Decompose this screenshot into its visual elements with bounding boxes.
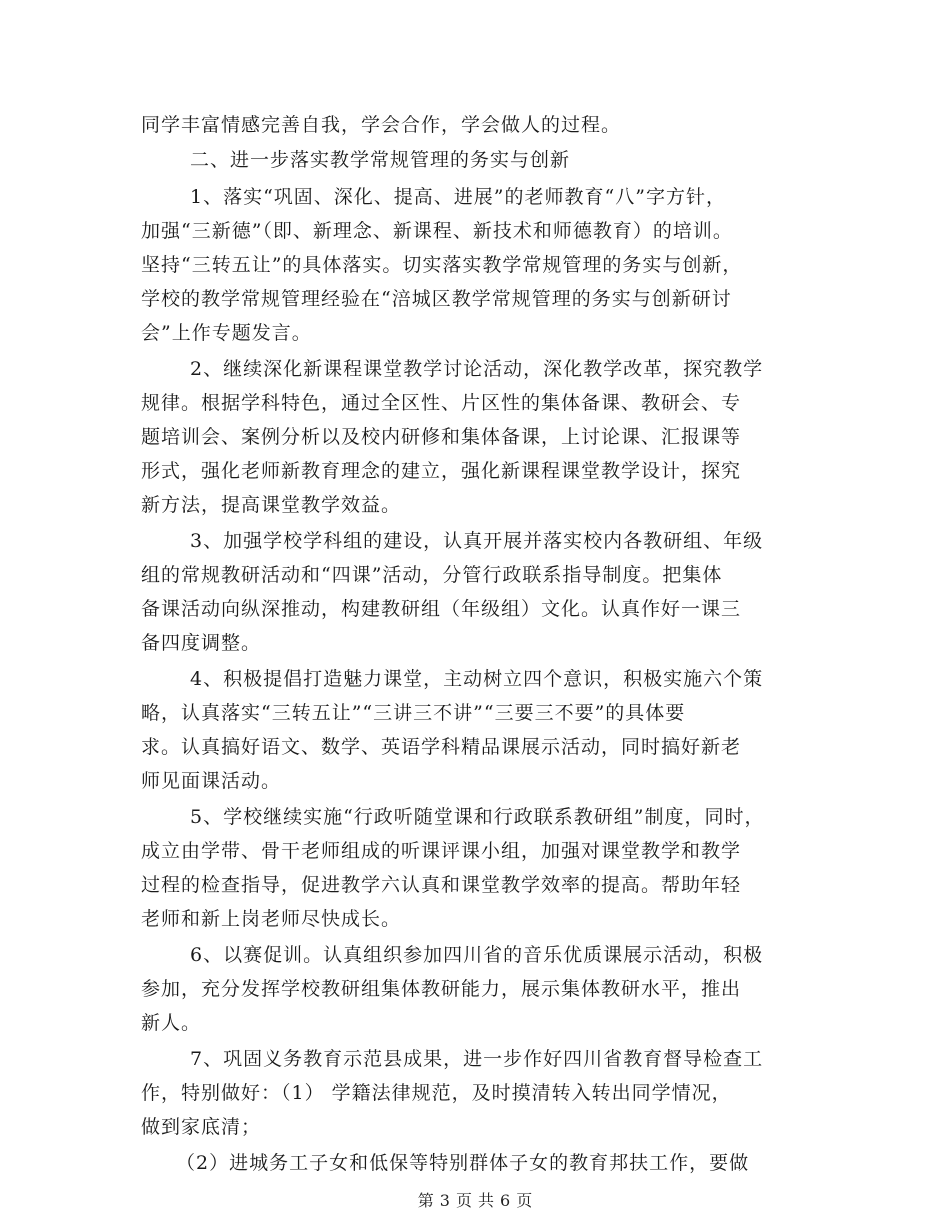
text-line: 组的常规教研活动和“四课”活动，分管行政联系指导制度。把集体	[141, 564, 723, 586]
text-line: 规律。根据学科特色，通过全区性、片区性的集体备课、教研会、专	[141, 392, 742, 414]
text-line: 新人。	[141, 1012, 202, 1034]
text-line: 备课活动向纵深推动，构建教研组（年级组）文化。认真作好一课三	[141, 598, 742, 620]
text-line: 备四度调整。	[141, 632, 262, 654]
text-line: 1、落实“巩固、深化、提高、进展”的老师教育“八”字方针，	[190, 186, 726, 208]
footer-page-number: 3	[439, 1191, 450, 1210]
text-line: 形式，强化老师新教育理念的建立，强化新课程课堂教学设计，探究	[141, 460, 742, 482]
text-line: 3、加强学校学科组的建设，认真开展并落实校内各教研组、年级	[190, 530, 764, 552]
text-line: 2、继续深化新课程课堂教学讨论活动，深化教学改革，探究教学	[190, 358, 764, 380]
text-line: 成立由学带、骨干老师组成的听课评课小组，加强对课堂教学和教学	[141, 840, 742, 862]
text-line: 同学丰富情感完善自我，学会合作，学会做人的过程。	[141, 114, 622, 136]
text-line: 7、巩固义务教育示范县成果，进一步作好四川省教育督导检查工	[190, 1048, 764, 1070]
footer-prefix: 第	[417, 1191, 434, 1210]
text-line: 加强“三新德”（即、新理念、新课程、新技术和师德教育）的培训。	[141, 220, 733, 242]
text-line: （2）进城务工子女和低保等特别群体子女的教育邦扶工作，要做	[176, 1152, 750, 1174]
page-footer	[0, 1190, 950, 1212]
text-line: 坚持“三转五让”的具体落实。切实落实教学常规管理的务实与创新，	[141, 254, 743, 276]
footer-total-pages: 6	[500, 1191, 511, 1210]
text-line: 新方法，提高课堂教学效益。	[141, 494, 402, 516]
text-line: 题培训会、案例分析以及校内研修和集体备课，上讨论课、汇报课等	[141, 426, 742, 448]
text-line: 师见面课活动。	[141, 770, 282, 792]
footer-suffix: 页	[516, 1191, 533, 1210]
footer-total-label: 共	[478, 1191, 495, 1210]
footer-page-label: 页	[455, 1191, 472, 1210]
section-heading: 二、进一步落实教学常规管理的务实与创新	[190, 149, 571, 171]
text-line: 6、以赛促训。认真组织参加四川省的音乐优质课展示活动，积极	[190, 944, 764, 966]
text-line: 参加，充分发挥学校教研组集体教研能力，展示集体教研水平，推出	[141, 978, 742, 1000]
text-line: 学校的教学常规管理经验在“涪城区教学常规管理的务实与创新研讨	[141, 288, 732, 310]
text-line: 4、积极提倡打造魅力课堂，主动树立四个意识，积极实施六个策	[190, 668, 764, 690]
text-line: 5、学校继续实施“行政听随堂课和行政联系教研组”制度，同时，	[190, 806, 765, 828]
text-line: 会”上作专题发言。	[141, 322, 312, 344]
text-line: 作，特别做好：（1） 学籍法律规范，及时摸清转入转出同学情况，	[141, 1082, 732, 1104]
text-line: 求。认真搞好语文、数学、英语学科精品课展示活动，同时搞好新老	[141, 736, 742, 758]
text-line: 略，认真落实“三转五让”“三讲三不讲”“三要三不要”的具体要	[141, 702, 686, 724]
text-line: 做到家底清；	[141, 1116, 262, 1138]
text-line: 老师和新上岗老师尽快成长。	[141, 908, 402, 930]
text-line: 过程的检查指导，促进教学六认真和课堂教学效率的提高。帮助年轻	[141, 874, 742, 896]
